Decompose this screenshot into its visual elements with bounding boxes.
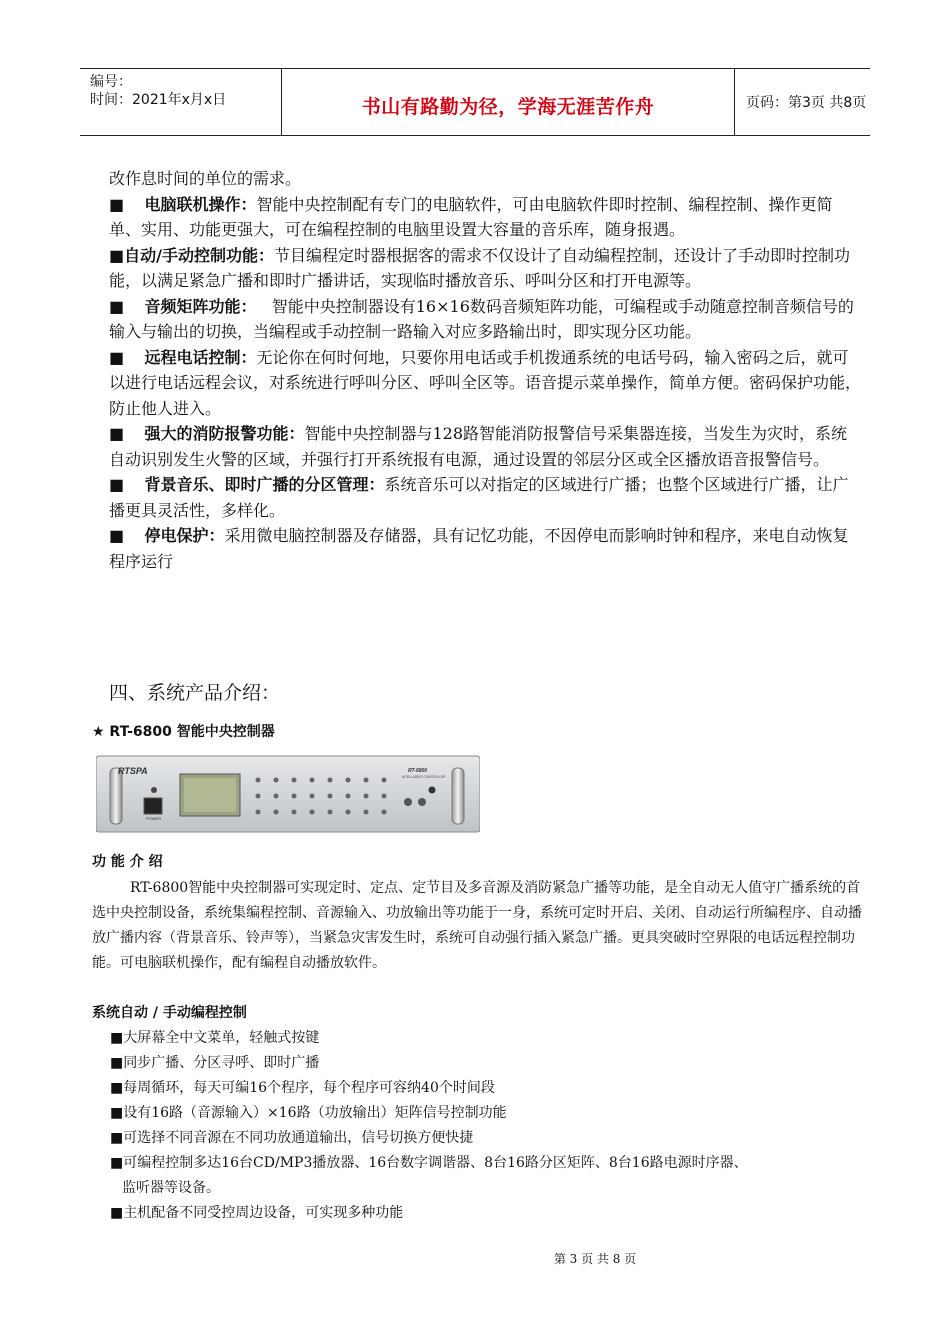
number-label: 编号： xyxy=(90,74,132,90)
header-motto-cell xyxy=(282,69,735,135)
device-subtitle: INTELLIGENT CONTROLLER xyxy=(402,775,446,779)
section-heading: 四、系统产品介绍： xyxy=(109,682,281,704)
list-item: 监听器等设备。 xyxy=(122,1180,220,1196)
list-item: ■同步广播、分区寻呼、即时广播 xyxy=(110,1055,320,1071)
motto: 书山有路勤为径，学海无涯苦作舟 xyxy=(361,95,655,118)
sub-label: 系统自动 / 手动编程控制 xyxy=(92,1005,247,1021)
product-intro: RT-6800智能中央控制器可实现定时、定点、定节目及多音源及消防紧急广播等功能，是全自动无人值守广播系统的首选中央控制设备，系统集编程控制、音源输入、功放输出等功能于一身，系统可定时开启、关闭、自动运行所编程序、自动播放广播内容（背景音乐、铃声等），当紧急灾害发生时，系统可自动强行插入紧急广播。更具突破时空界限的电话远程控制功能。可电脑联机操作，配有编程自动播放软件。 xyxy=(92,880,862,971)
list-item: ■主机配备不同受控周边设备，可实现多种功能 xyxy=(110,1205,404,1221)
feature-item: ■自动/手动控制功能：节目编程定时器根据客的需求不仅设计了自动编程控制，还设计了手动即时控制功能，以满足紧急广播和即时广播讲话，实现临时播放音乐、呼叫分区和打开电源等。 xyxy=(109,245,850,290)
device-model: RT-6800 xyxy=(408,768,428,774)
feature-item: ■ 背景音乐、即时广播的分区管理：系统音乐可以对指定的区域进行广播；也整个区域进行广播，让广播更具灵活性，多样化。 xyxy=(109,475,849,520)
header-page-label: 页码：第3页 共8页 xyxy=(746,95,867,111)
list-item: ■设有16路（音源输入）×16路（功放输出）矩阵信号控制功能 xyxy=(110,1105,507,1121)
list-item: ■大屏幕全中文菜单，轻触式按键 xyxy=(110,1030,320,1046)
header-meta xyxy=(80,69,282,135)
feature-item: ■ 远程电话控制：无论你在何时何地，只要你用电话或手机拨通系统的电话号码，输入密码之后，就可以进行电话远程会议，对系统进行呼叫分区、呼叫全区等。语音提示菜单操作，简单方便。密码保护功能，防止他人进入。 xyxy=(109,347,862,418)
feature-item: ■ 停电保护：采用微电脑控制器及存储器，具有记忆功能，不因停电而影响时钟和程序，来电自动恢复程序运行 xyxy=(109,526,849,571)
feature-item: ■ 电脑联机操作：智能中央控制配有专门的电脑软件，可由电脑软件即时控制、编程控制、操作更简单、实用、功能更强大，可在编程控制的电脑里设置大容量的音乐库，随身报遇。 xyxy=(109,194,833,239)
product-bullets xyxy=(110,1026,870,1226)
device-power-label: POWER xyxy=(146,816,162,821)
feature-continuation: 改作息时间的单位的需求。 xyxy=(109,169,302,188)
device-brand: RTSPA xyxy=(118,766,148,776)
feature-list xyxy=(109,166,861,574)
page-footer: 第 3 页 共 8 页 xyxy=(553,1252,637,1266)
list-item: ■可选择不同音源在不同功放通道输出，信号切换方便快捷 xyxy=(110,1130,474,1146)
function-label: 功 能 介 绍 xyxy=(92,854,163,870)
page-header xyxy=(80,68,870,136)
feature-item: ■ 强大的消防报警功能：智能中央控制器与128路智能消防报警信号采集器连接，当发生为灾时，系统自动识别发生火警的区域，并强行打开系统报有电源，通过设置的邻层分区或全区播放语音报警信号。 xyxy=(109,424,848,469)
time-label: 时间：2021年x月x日 xyxy=(90,92,227,108)
feature-item: ■ 音频矩阵功能： 智能中央控制器设有16×16数码音频矩阵功能，可编程或手动随意控制音频信号的输入与输出的切换，当编程或手动控制一路输入对应多路输出时，即实现分区功能。 xyxy=(109,296,854,341)
device-image xyxy=(96,754,480,834)
product-title: ★ RT-6800 智能中央控制器 xyxy=(92,724,275,740)
list-item: ■可编程控制多达16台CD/MP3播放器、16台数字调谐器、8台16路分区矩阵、8台16路电源时序器、 xyxy=(110,1155,748,1171)
list-item: ■每周循环，每天可编16个程序，每个程序可容纳40个时间段 xyxy=(110,1080,495,1096)
